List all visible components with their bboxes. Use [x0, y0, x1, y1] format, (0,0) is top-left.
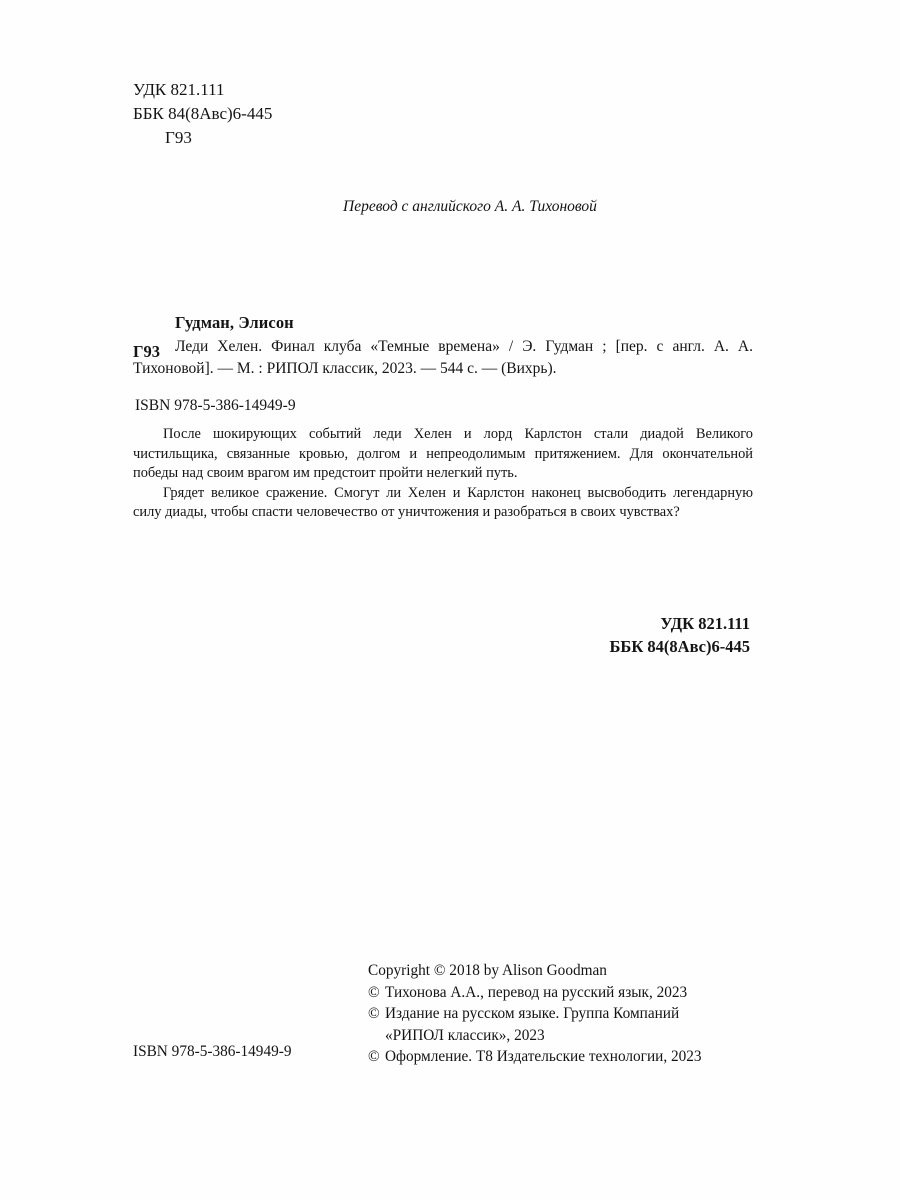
author-sign-marker: Г93	[133, 342, 160, 361]
copyright-line-translation	[368, 982, 702, 1004]
copyright-block	[368, 960, 702, 1068]
copyright-design-text: Оформление. Т8 Издательские технологии, 2023	[385, 1048, 702, 1065]
isbn-bottom: ISBN 978-5-386-14949-9	[133, 1043, 292, 1060]
annotation-paragraph-1: После шокирующих событий леди Хелен и лорд Карлстон стали диадой Великого чистильщика, связанные кровью, долгом и непреодолимым притяжением. Для окончательной победы над своим врагом им предстоит пройти нелегкий путь.	[133, 426, 753, 482]
publication-description: Леди Хелен. Финал клуба «Темные времена» / Э. Гудман ; [пер. с англ. А. А. Тихоновой]. — М. : РИПОЛ классик, 2023. — 544 с. — (Вихрь).	[133, 338, 753, 377]
udk-code-repeat: УДК 821.111	[660, 614, 750, 633]
bibliographic-record	[133, 313, 753, 415]
bbk-code-top: ББК 84(8Авс)6-445	[133, 104, 273, 123]
copyright-line-edition	[368, 1003, 702, 1025]
copyright-edition-text: Издание на русском языке. Группа Компаний	[385, 1005, 680, 1022]
udk-code-top: УДК 821.111	[133, 80, 225, 99]
book-annotation	[133, 425, 753, 523]
bbk-code-repeat: ББК 84(8Авс)6-445	[609, 637, 750, 656]
author-name: Гудман, Элисон	[175, 313, 294, 332]
author-sign-top: Г93	[165, 128, 192, 147]
copyright-symbol: ©	[368, 983, 380, 1001]
copyright-line-publisher	[368, 1025, 702, 1047]
copyright-translation-text: Тихонова А.А., перевод на русский язык, 2023	[385, 983, 688, 1001]
translator-credit: Перевод с английского А. А. Тихоновой	[343, 198, 597, 215]
copyright-line-original: Copyright © 2018 by Alison Goodman	[368, 962, 607, 979]
copyright-symbol: ©	[368, 1005, 380, 1022]
copyright-line-design	[368, 1046, 702, 1068]
copyright-symbol: ©	[368, 1048, 380, 1065]
copyright-publisher-text: «РИПОЛ классик», 2023	[385, 1026, 545, 1044]
isbn-main: ISBN 978-5-386-14949-9	[135, 397, 296, 414]
classification-codes-repeat	[610, 612, 751, 658]
annotation-paragraph-2: Грядет великое сражение. Смогут ли Хелен и Карлстон наконец высвободить легендарную силу диады, чтобы спасти человечество от уничтожения и разобраться в своих чувствах?	[133, 484, 753, 521]
classification-codes-top	[133, 78, 272, 150]
